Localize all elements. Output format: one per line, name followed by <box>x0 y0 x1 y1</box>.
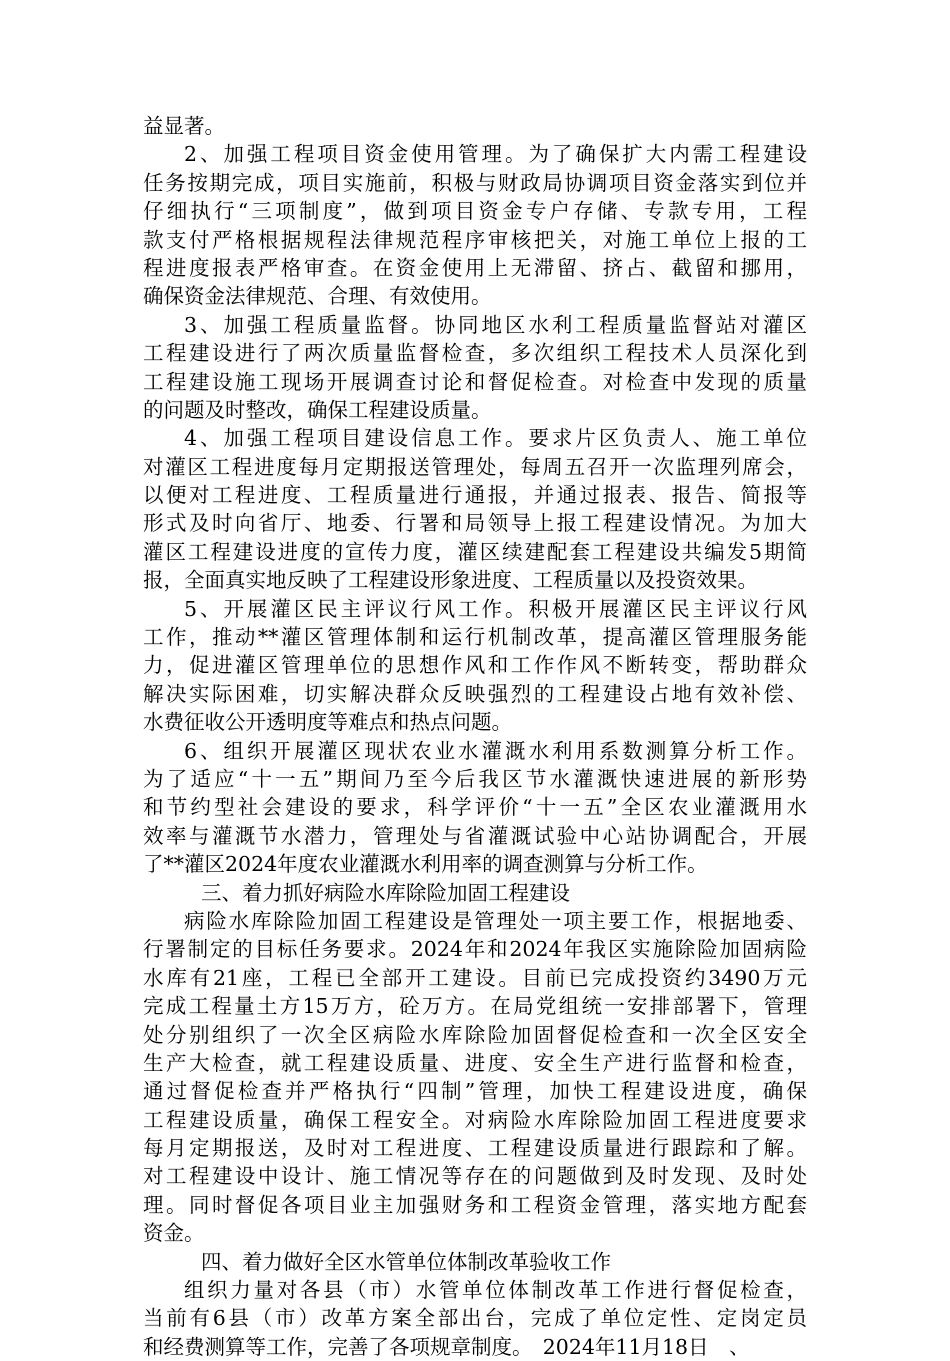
section-heading: 三、着力抓好病险水库除险加固工程建设 <box>201 880 570 905</box>
text-line: 3、加强工程质量监督。协同地区水利工程质量监督站对灌区 <box>184 312 807 337</box>
text-line: 灌区工程建设进度的宣传力度，灌区续建配套工程建设共编发5期简 <box>143 539 807 564</box>
text-line: 工程建设施工现场开展调查讨论和督促检查。对检查中发现的质量 <box>143 369 807 394</box>
text-line: 款支付严格根据规程法律规范程序审核把关，对施工单位上报的工 <box>143 227 807 252</box>
text-line: 报，全面真实地反映了工程建设形象进度、工程质量以及投资效果。 <box>143 568 758 593</box>
text-line: 的问题及时整改，确保工程建设质量。 <box>143 397 492 422</box>
text-line: 效率与灌溉节水潜力，管理处与省灌溉试验中心站协调配合，开展 <box>143 823 807 848</box>
text-line: 资金。 <box>143 1221 205 1246</box>
text-line: 处分别组织了一次全区病险水库除险加固督促检查和一次全区安全 <box>143 1022 807 1047</box>
text-line: 工程建设进行了两次质量监督检查，多次组织工程技术人员深化到 <box>143 341 807 366</box>
text-line: 解决实际困难，切实解决群众反映强烈的工程建设占地有效补偿、 <box>143 681 807 706</box>
text-line: 形式及时向省厅、地委、行署和局领导上报工程建设情况。为加大 <box>143 511 807 536</box>
text-line: 和经费测算等工作，完善了各项规章制度。 2024年11月18日 、 <box>143 1334 750 1359</box>
paragraph <box>143 595 807 737</box>
text-line: 组织力量对各县（市）水管单位体制改革工作进行督促检查， <box>184 1278 807 1303</box>
text-line: 为了适应“十一五”期间乃至今后我区节水灌溉快速进展的新形势 <box>143 766 807 791</box>
paragraph <box>143 1276 807 1361</box>
text-line: 任务按期完成，项目实施前，积极与财政局协调项目资金落实到位并 <box>143 170 807 195</box>
paragraph <box>143 907 807 1248</box>
paragraph <box>143 737 807 879</box>
text-line: 对灌区工程进度每月定期报送管理处，每周五召开一次监理列席会， <box>143 454 807 479</box>
text-line: 理。同时督促各项目业主加强财务和工程资金管理，落实地方配套 <box>143 1192 807 1217</box>
text-line: 工程建设质量，确保工程安全。对病险水库除险加固工程进度要求 <box>143 1107 807 1132</box>
text-line: 益显著。 <box>143 114 225 138</box>
text-line: 6、组织开展灌区现状农业水灌溉水利用系数测算分析工作。 <box>184 738 807 763</box>
document-page <box>143 112 807 1361</box>
text-line: 力，促进灌区管理单位的思想作风和工作作风不断转变，帮助群众 <box>143 653 807 678</box>
text-line: 以便对工程进度、工程质量进行通报，并通过报表、报告、简报等 <box>143 483 807 508</box>
text-line: 工作，推动**灌区管理体制和运行机制改革，提高灌区管理服务能 <box>143 625 807 650</box>
text-line: 当前有6县（市）改革方案全部出台，完成了单位定性、定岗定员 <box>143 1306 807 1331</box>
text-line: 了**灌区2024年度农业灌溉水利用率的调查测算与分析工作。 <box>143 852 708 877</box>
text-line: 4、加强工程项目建设信息工作。要求片区负责人、施工单位 <box>184 426 807 451</box>
text-line: 对工程建设中设计、施工情况等存在的问题做到及时发现、及时处 <box>143 1164 807 1189</box>
text-line: 2、加强工程项目资金使用管理。为了确保扩大内需工程建设 <box>184 142 807 167</box>
section-heading: 四、着力做好全区水管单位体制改革验收工作 <box>201 1249 611 1274</box>
text-line: 水费征收公开透明度等难点和热点问题。 <box>143 710 512 735</box>
text-line: 水库有21座，工程已全部开工建设。目前已完成投资约3490万元 <box>143 965 807 990</box>
text-line: 5、开展灌区民主评议行风工作。积极开展灌区民主评议行风 <box>184 596 807 621</box>
text-line: 和节约型社会建设的要求，科学评价“十一五”全区农业灌溉用水 <box>143 795 807 820</box>
text-line: 行署制定的目标任务要求。2024年和2024年我区实施除险加固病险 <box>143 937 807 962</box>
text-line: 程进度报表严格审查。在资金使用上无滞留、挤占、截留和挪用， <box>143 255 807 280</box>
paragraph <box>143 140 807 310</box>
paragraph <box>143 112 807 140</box>
text-line: 每月定期报送，及时对工程进度、工程建设质量进行跟踪和了解。 <box>143 1136 807 1161</box>
text-line: 病险水库除险加固工程建设是管理处一项主要工作，根据地委、 <box>184 908 807 933</box>
text-line: 确保资金法律规范、合理、有效使用。 <box>143 284 492 309</box>
text-line: 仔细执行“三项制度”，做到项目资金专户存储、专款专用，工程 <box>143 199 807 224</box>
text-line: 通过督促检查并严格执行“四制”管理，加快工程建设进度，确保 <box>143 1079 807 1104</box>
text-line: 完成工程量土方15万方，砼万方。在局党组统一安排部署下，管理 <box>143 994 807 1019</box>
paragraph <box>143 424 807 594</box>
text-line: 生产大检查，就工程建设质量、进度、安全生产进行监督和检查， <box>143 1050 807 1075</box>
paragraph <box>143 311 807 425</box>
